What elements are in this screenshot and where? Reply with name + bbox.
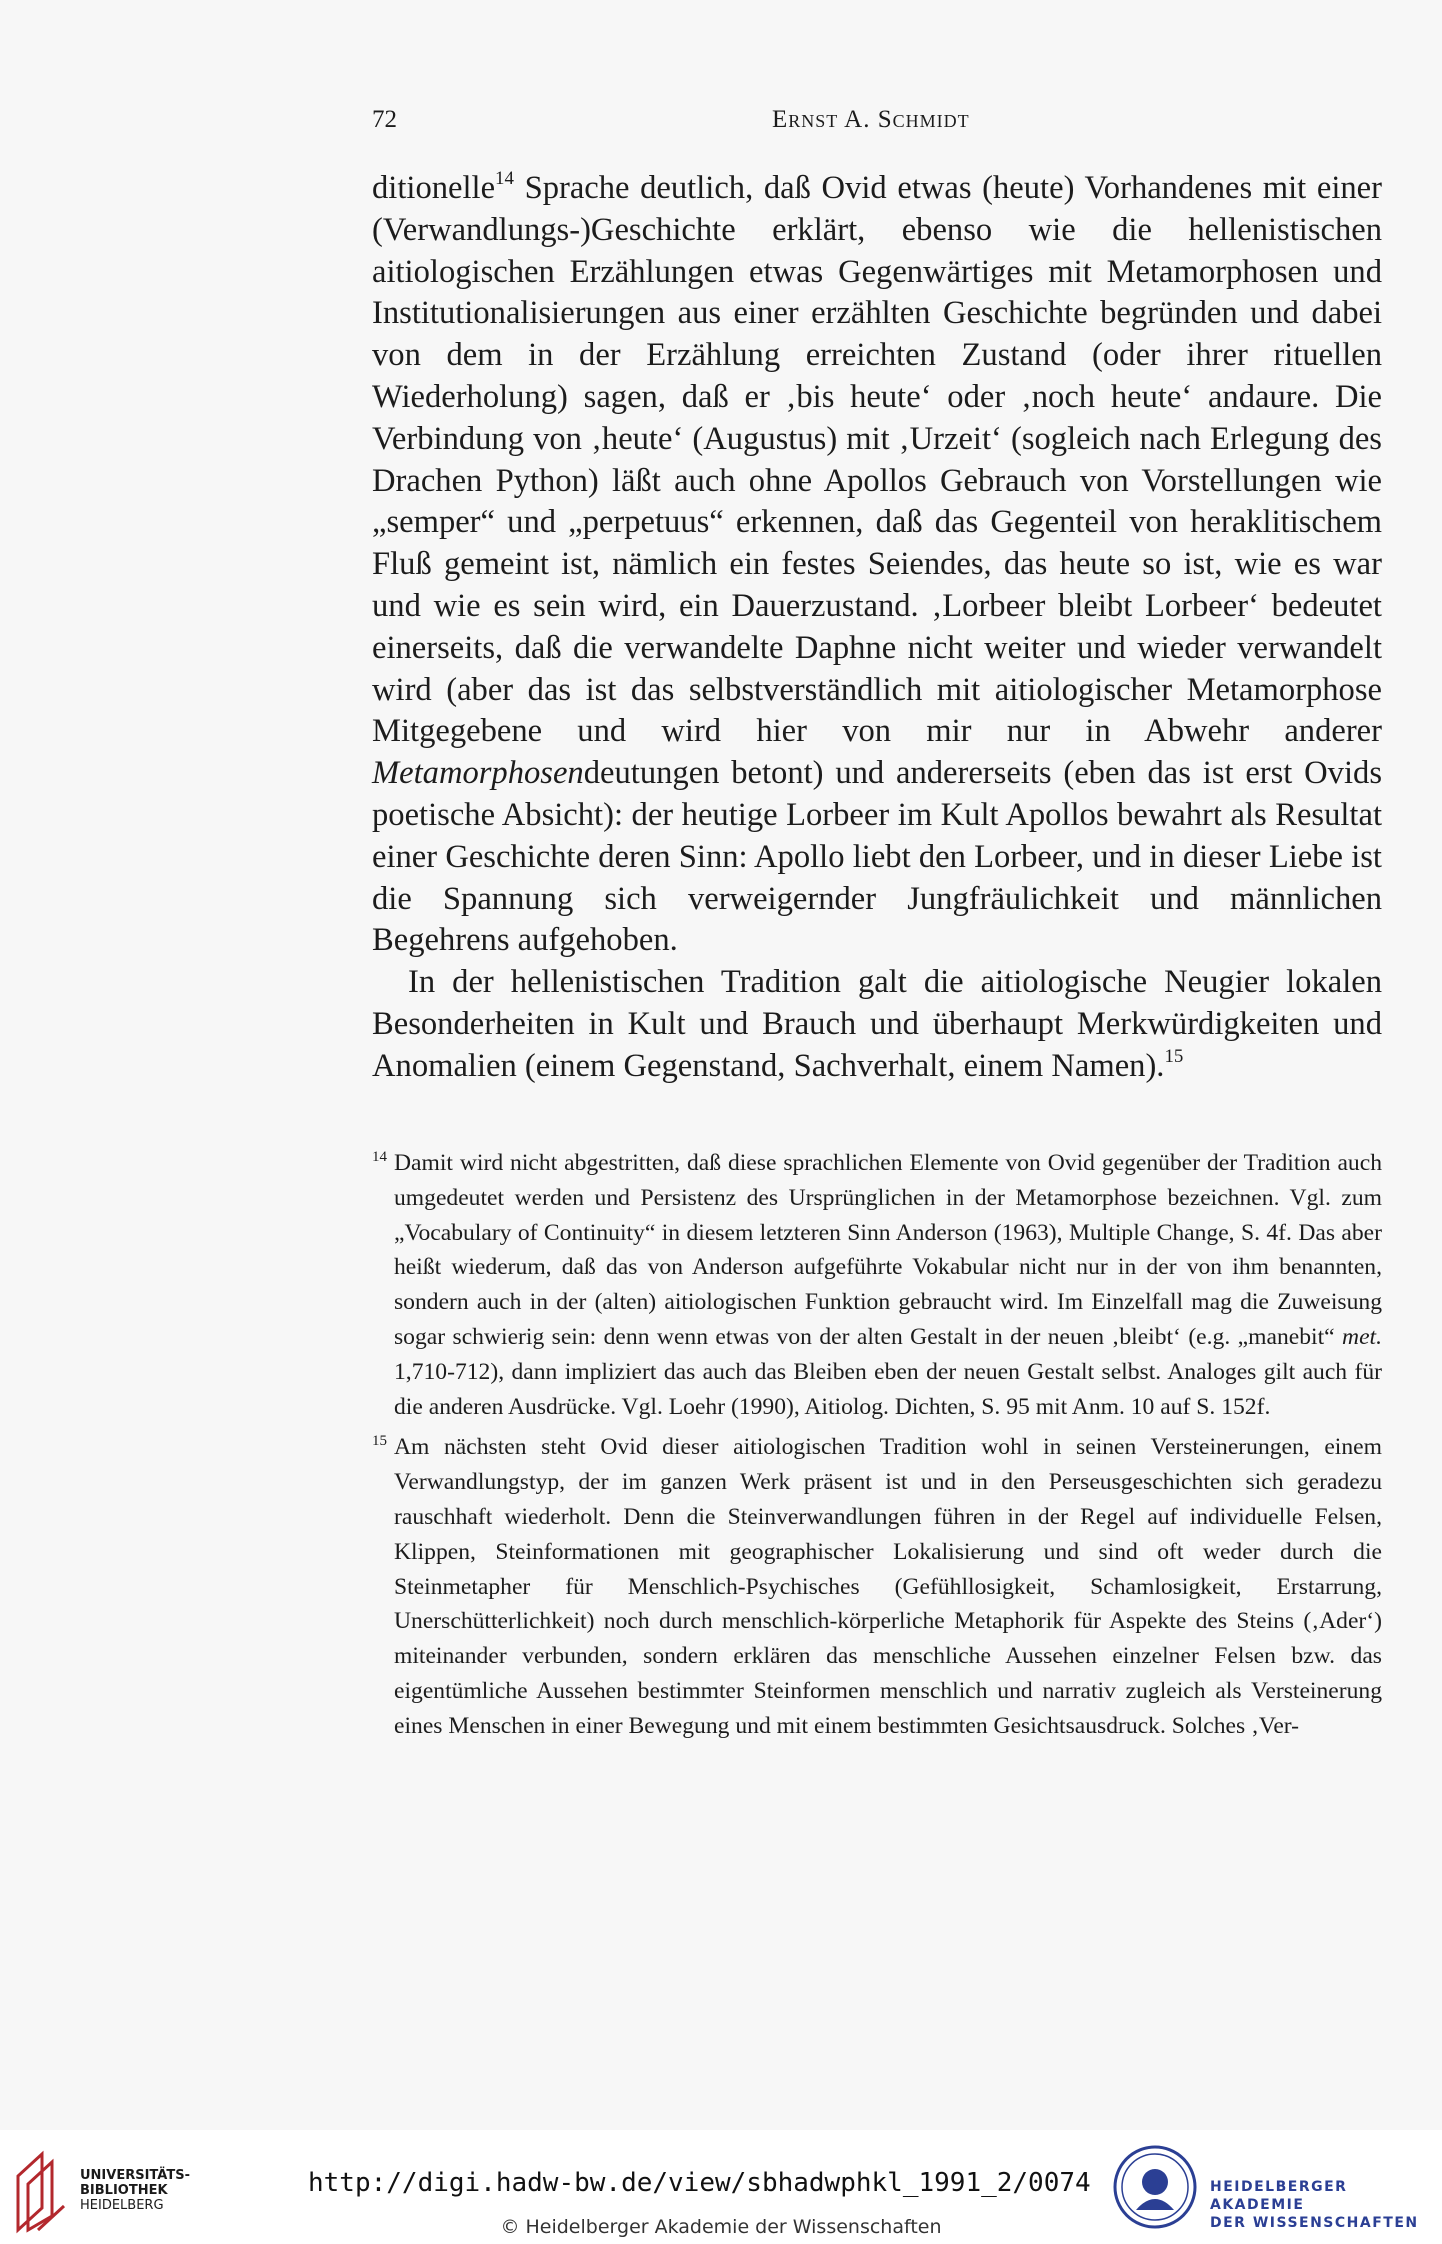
copyright-notice: © Heidelberger Akademie der Wissenschaften [500,2216,942,2238]
running-head [372,106,1382,146]
library-name: UNIVERSITÄTS- BIBLIOTHEK HEIDELBERG [80,2168,190,2213]
footnote-15: 15 Am nächsten steht Ovid dieser aitiologischen Tradition wohl in seinen Versteinerungen, einem Verwandlungstyp, der im ganzen Werk präsent ist und in den Perseusgeschichten sich geradezu rauschhaft wiederholt. Denn die Steinverwandlungen führen in der Regel auf individuelle Felsen, Klippen, Steinformationen mit geographischer Lokalisierung und sind oft weder durch die Steinmetapher für Menschlich-Psychisches (Gefühllosigkeit, Schamlosigkeit, Erstarrung, Unerschütterlichkeit) noch durch menschlich-körperliche Metaphorik für Aspekte des Steins (‚Ader‘) miteinander verbunden, sondern erklären das menschliche Aussehen einzelner Felsen bzw. das eigentümliche Aussehen bestimmter Steinformen menschlich und narrativ zugleich als Versteinerung eines Menschen in einer Bewegung und mit einem bestimmten Gesichtsausdruck. Solches ‚Ver- [372,1430,1382,1743]
footnote-number: 14 [372,1149,387,1165]
academy-logo[interactable] [1112,2144,1432,2234]
footnote-ref-14[interactable]: 14 [495,167,514,189]
running-head-author: Ernst A. Schmidt [772,106,970,133]
academy-seal-icon [1112,2144,1198,2230]
paragraph-1: ditionelle$^{14}$ Sprache deutlich, daß Ovid etwas (heute) Vorhandenes mit einer (Verwandlungs-)Geschichte erklärt, ebenso wie die hellenistischen aitiologischen Erzählungen etwas Gegenwärtiges mit Metamorphosen und Institutionalisierungen aus einer erzählten Geschichte begründen und dabei von dem in der Erzählung erreichten Zustand (oder ihrer rituellen Wiederholung) sagen, daß er ‚bis heute‘ oder ‚noch heute‘ andaure. Die Verbindung von ‚heute‘ (Augustus) mit ‚Urzeit‘ (sogleich nach Erlegung des Drachen Python) läßt auch ohne Apollos Gebrauch von Vorstellungen wie „semper“ und „perpetuus“ erkennen, daß das Gegenteil von heraklitischem Fluß gemeint ist, nämlich ein festes Seiendes, das heute so ist, wie es war und wie es sein wird, ein Dauerzustand. ‚Lorbeer bleibt Lorbeer‘ bedeutet einerseits, daß die verwandelte Daphne nicht weiter und wieder verwandelt wird (aber das ist das selbstverständlich mit aitiologischer Metamorphose Mitgegebene und wird hier von mir nur in Abwehr anderer Metamorphosendeutungen betont) und andererseits (eben das ist erst Ovids poetische Absicht): der heutige Lorbeer im Kult Apollos bewahrt als Resultat einer Geschichte deren Sinn: Apollo liebt den Lorbeer, und in dieser Liebe ist die Spannung sich verweigernder Jungfräulichkeit und männlichen Begehrens aufgehoben. [372,167,1382,959]
footnote-number: 15 [372,1433,387,1450]
footnotes [372,1146,1382,1750]
paragraph-2: In der hellenistischen Tradition galt die aitiologische Neugier lokalen Besonderheiten in Kult und Brauch und überhaupt Merkwürdigkeiten und Anomalien (einem Gegenstand, Sachverhalt, einem Namen).$^{15}$ [372,964,1382,1084]
footer-bar [0,2130,1442,2244]
page-number: 72 [372,106,397,133]
footnote-14: 14 Damit wird nicht abgestritten, daß diese sprachlichen Elemente von Ovid gegenüber der Tradition auch umgedeutet werden und Persistenz des Ursprünglichen in der Metamorphose bezeichnen. Vgl. zum „Vocabulary of Continuity“ in diesem letzteren Sinn Anderson (1963), Multiple Change, S. 4f. Das aber heißt wiederum, daß das von Anderson aufgeführte Vokabular nicht nur in der von ihm benannten, sondern auch in der (alten) aitiologischen Funktion gebraucht wird. Im Einzelfall mag die Zuweisung sogar schwierig sein: denn wenn etwas von der alten Gestalt in der neuen ‚bleibt‘ (e.g. „manebit“ met. 1,710-712), dann impliziert das auch das Bleiben eben der neuen Gestalt selbst. Analoges gilt auch für die anderen Ausdrücke. Vgl. Loehr (1990), Aitiolog. Dichten, S. 95 mit Anm. 10 auf S. 152f. [372,1146,1382,1424]
permalink-url[interactable]: http://digi.hadw-bw.de/view/sbhadwphkl_1991_2/0074 [308,2168,1091,2198]
italic-term: Metamorphosen [372,755,584,792]
academy-name: HEIDELBERGER AKADEMIE DER WISSENSCHAFTEN [1210,2179,1419,2231]
footnote-ref-15[interactable]: 15 [1164,1045,1184,1067]
body-text [372,168,1382,1088]
